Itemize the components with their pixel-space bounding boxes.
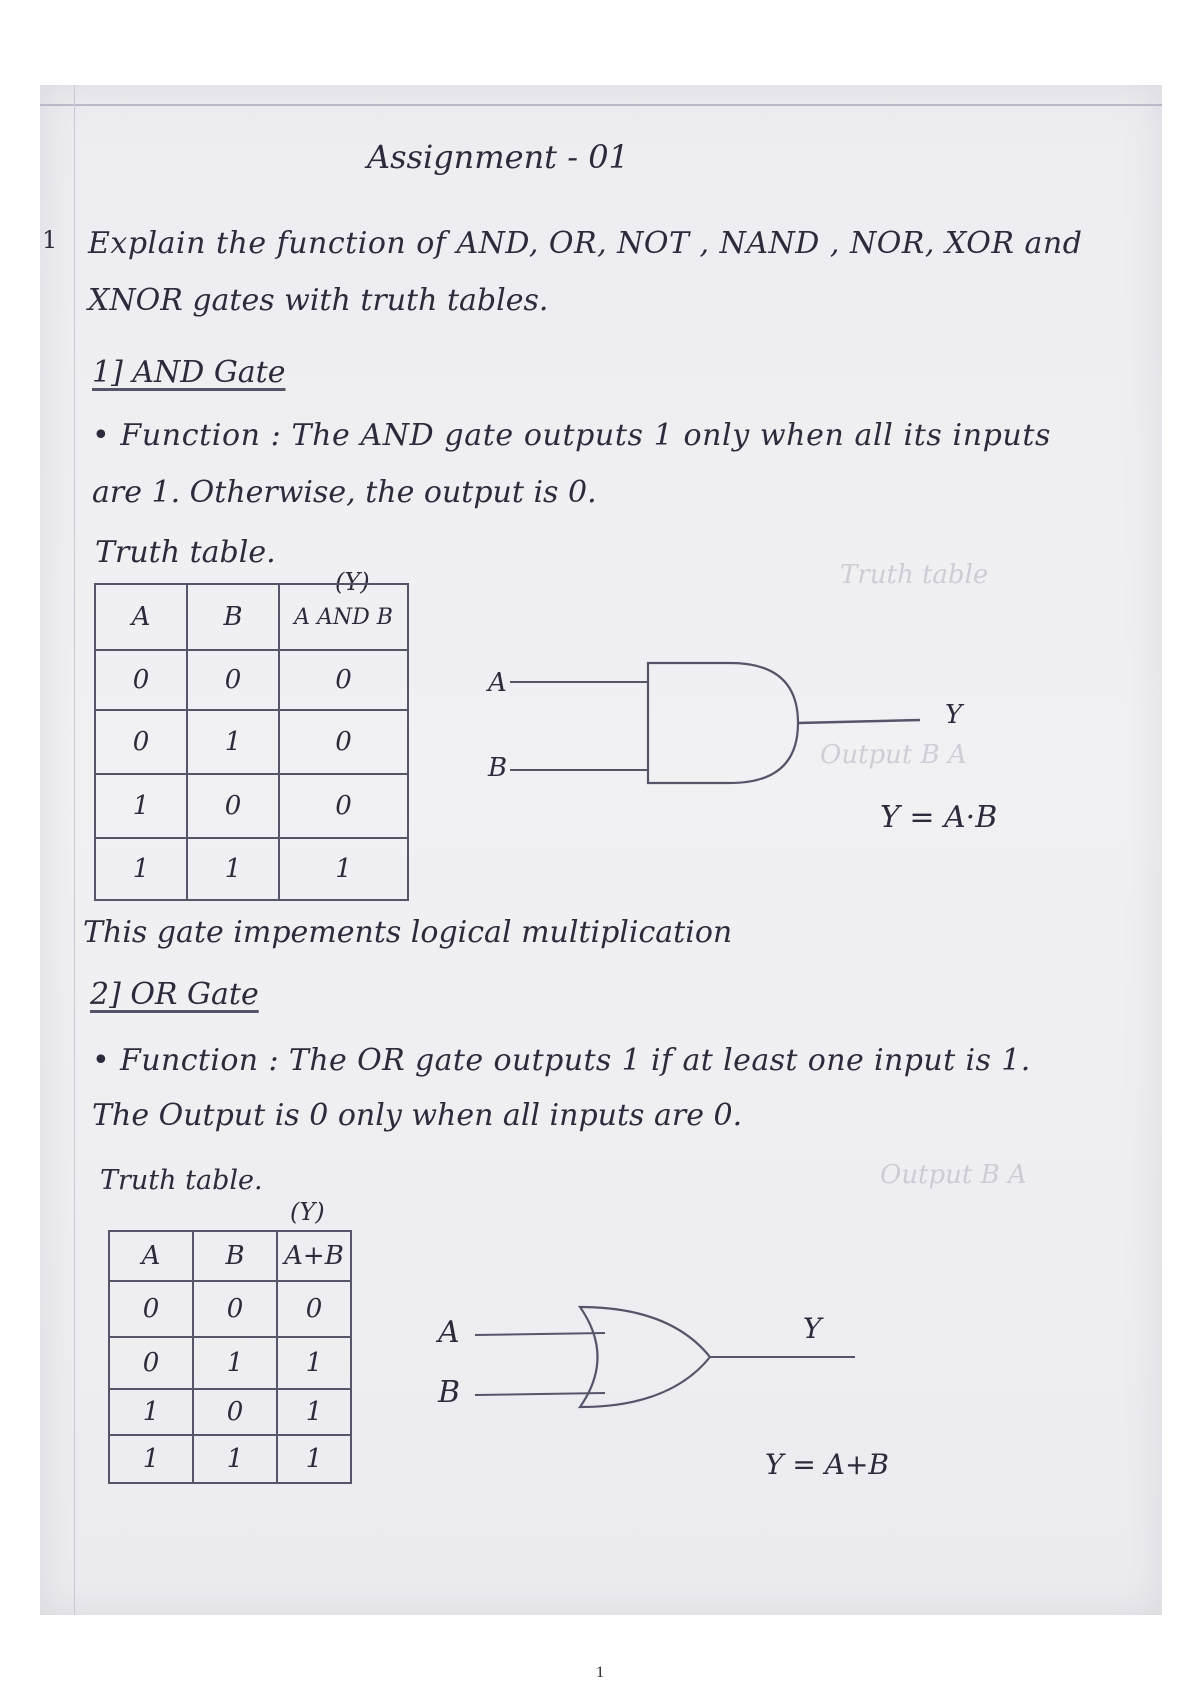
table-cell: 0 bbox=[279, 774, 408, 838]
and-gate-diagram bbox=[480, 655, 940, 805]
table-header-cell: B bbox=[193, 1231, 277, 1281]
or-input-b-label: B bbox=[438, 1375, 461, 1410]
and-input-b-label: B bbox=[488, 753, 508, 783]
table-row bbox=[109, 1337, 351, 1389]
or-gate-heading: 2] OR Gate bbox=[90, 977, 259, 1012]
table-cell: 0 bbox=[109, 1281, 193, 1337]
table-header-row bbox=[95, 584, 408, 650]
or-truth-table bbox=[108, 1230, 352, 1484]
and-truth-table bbox=[94, 583, 409, 901]
table-cell: 1 bbox=[95, 838, 187, 900]
question-number: 1 bbox=[42, 226, 58, 254]
margin-line bbox=[74, 85, 75, 1615]
or-function-line-1: • Function : The OR gate outputs 1 if at least one input is 1. bbox=[92, 1043, 1031, 1078]
and-gate-note: This gate impements logical multiplication bbox=[83, 915, 733, 950]
or-equation: Y = A+B bbox=[765, 1448, 890, 1481]
table-cell: 0 bbox=[279, 650, 408, 710]
table-row bbox=[95, 838, 408, 900]
table-header-cell: A AND B bbox=[279, 584, 408, 650]
table-header-cell: A bbox=[95, 584, 187, 650]
or-gate-body bbox=[580, 1307, 710, 1407]
page-number: 1 bbox=[596, 1664, 604, 1681]
table-cell: 0 bbox=[277, 1281, 351, 1337]
table-cell: 0 bbox=[187, 650, 279, 710]
question-line-1: Explain the function of AND, OR, NOT , NAND , NOR, XOR and bbox=[88, 226, 1083, 261]
table-header-row bbox=[109, 1231, 351, 1281]
table-cell: 1 bbox=[109, 1435, 193, 1483]
table-cell: 0 bbox=[95, 650, 187, 710]
and-gate-body bbox=[648, 663, 798, 783]
table-cell: 1 bbox=[95, 774, 187, 838]
and-equation: Y = A·B bbox=[880, 800, 998, 835]
or-input-a-label: A bbox=[438, 1315, 460, 1350]
bleed-through-text: Output B A bbox=[880, 1160, 1027, 1190]
page-title: Assignment - 01 bbox=[367, 138, 629, 176]
or-function-line-2: The Output is 0 only when all inputs are 0. bbox=[92, 1098, 743, 1133]
table-row bbox=[109, 1281, 351, 1337]
bleed-through-text: Output B A bbox=[820, 740, 967, 770]
top-rule bbox=[40, 104, 1162, 106]
table-cell: 1 bbox=[193, 1337, 277, 1389]
or-input-a-wire bbox=[475, 1333, 605, 1335]
table-cell: 0 bbox=[187, 774, 279, 838]
and-output-wire bbox=[798, 720, 920, 723]
table-row bbox=[95, 774, 408, 838]
and-output-note: (Y) bbox=[335, 568, 370, 596]
table-cell: 1 bbox=[193, 1435, 277, 1483]
table-cell: 1 bbox=[187, 710, 279, 774]
table-cell: 1 bbox=[277, 1389, 351, 1435]
or-input-b-wire bbox=[475, 1393, 605, 1395]
table-row bbox=[109, 1435, 351, 1483]
table-header-cell: A+B bbox=[277, 1231, 351, 1281]
table-cell: 0 bbox=[95, 710, 187, 774]
and-function-line-2: are 1. Otherwise, the output is 0. bbox=[92, 475, 597, 510]
and-input-a-label: A bbox=[488, 668, 507, 698]
question-line-2: XNOR gates with truth tables. bbox=[88, 283, 549, 318]
table-cell: 1 bbox=[109, 1389, 193, 1435]
or-output-label: Y bbox=[803, 1312, 822, 1345]
or-truth-table-label: Truth table. bbox=[100, 1165, 263, 1196]
table-cell: 0 bbox=[193, 1389, 277, 1435]
table-header-cell: A bbox=[109, 1231, 193, 1281]
table-cell: 1 bbox=[187, 838, 279, 900]
or-output-note: (Y) bbox=[290, 1198, 325, 1226]
table-cell: 0 bbox=[279, 710, 408, 774]
and-function-line-1: • Function : The AND gate outputs 1 only when all its inputs bbox=[92, 418, 1051, 453]
table-row bbox=[95, 710, 408, 774]
table-cell: 1 bbox=[277, 1435, 351, 1483]
and-gate-heading: 1] AND Gate bbox=[92, 355, 286, 390]
and-output-label: Y bbox=[945, 700, 963, 730]
and-truth-table-label: Truth table. bbox=[95, 535, 276, 570]
bleed-through-text: Truth table bbox=[840, 560, 989, 590]
table-row bbox=[95, 650, 408, 710]
table-row bbox=[109, 1389, 351, 1435]
table-cell: 1 bbox=[279, 838, 408, 900]
table-cell: 0 bbox=[109, 1337, 193, 1389]
table-cell: 1 bbox=[277, 1337, 351, 1389]
table-header-cell: B bbox=[187, 584, 279, 650]
table-cell: 0 bbox=[193, 1281, 277, 1337]
